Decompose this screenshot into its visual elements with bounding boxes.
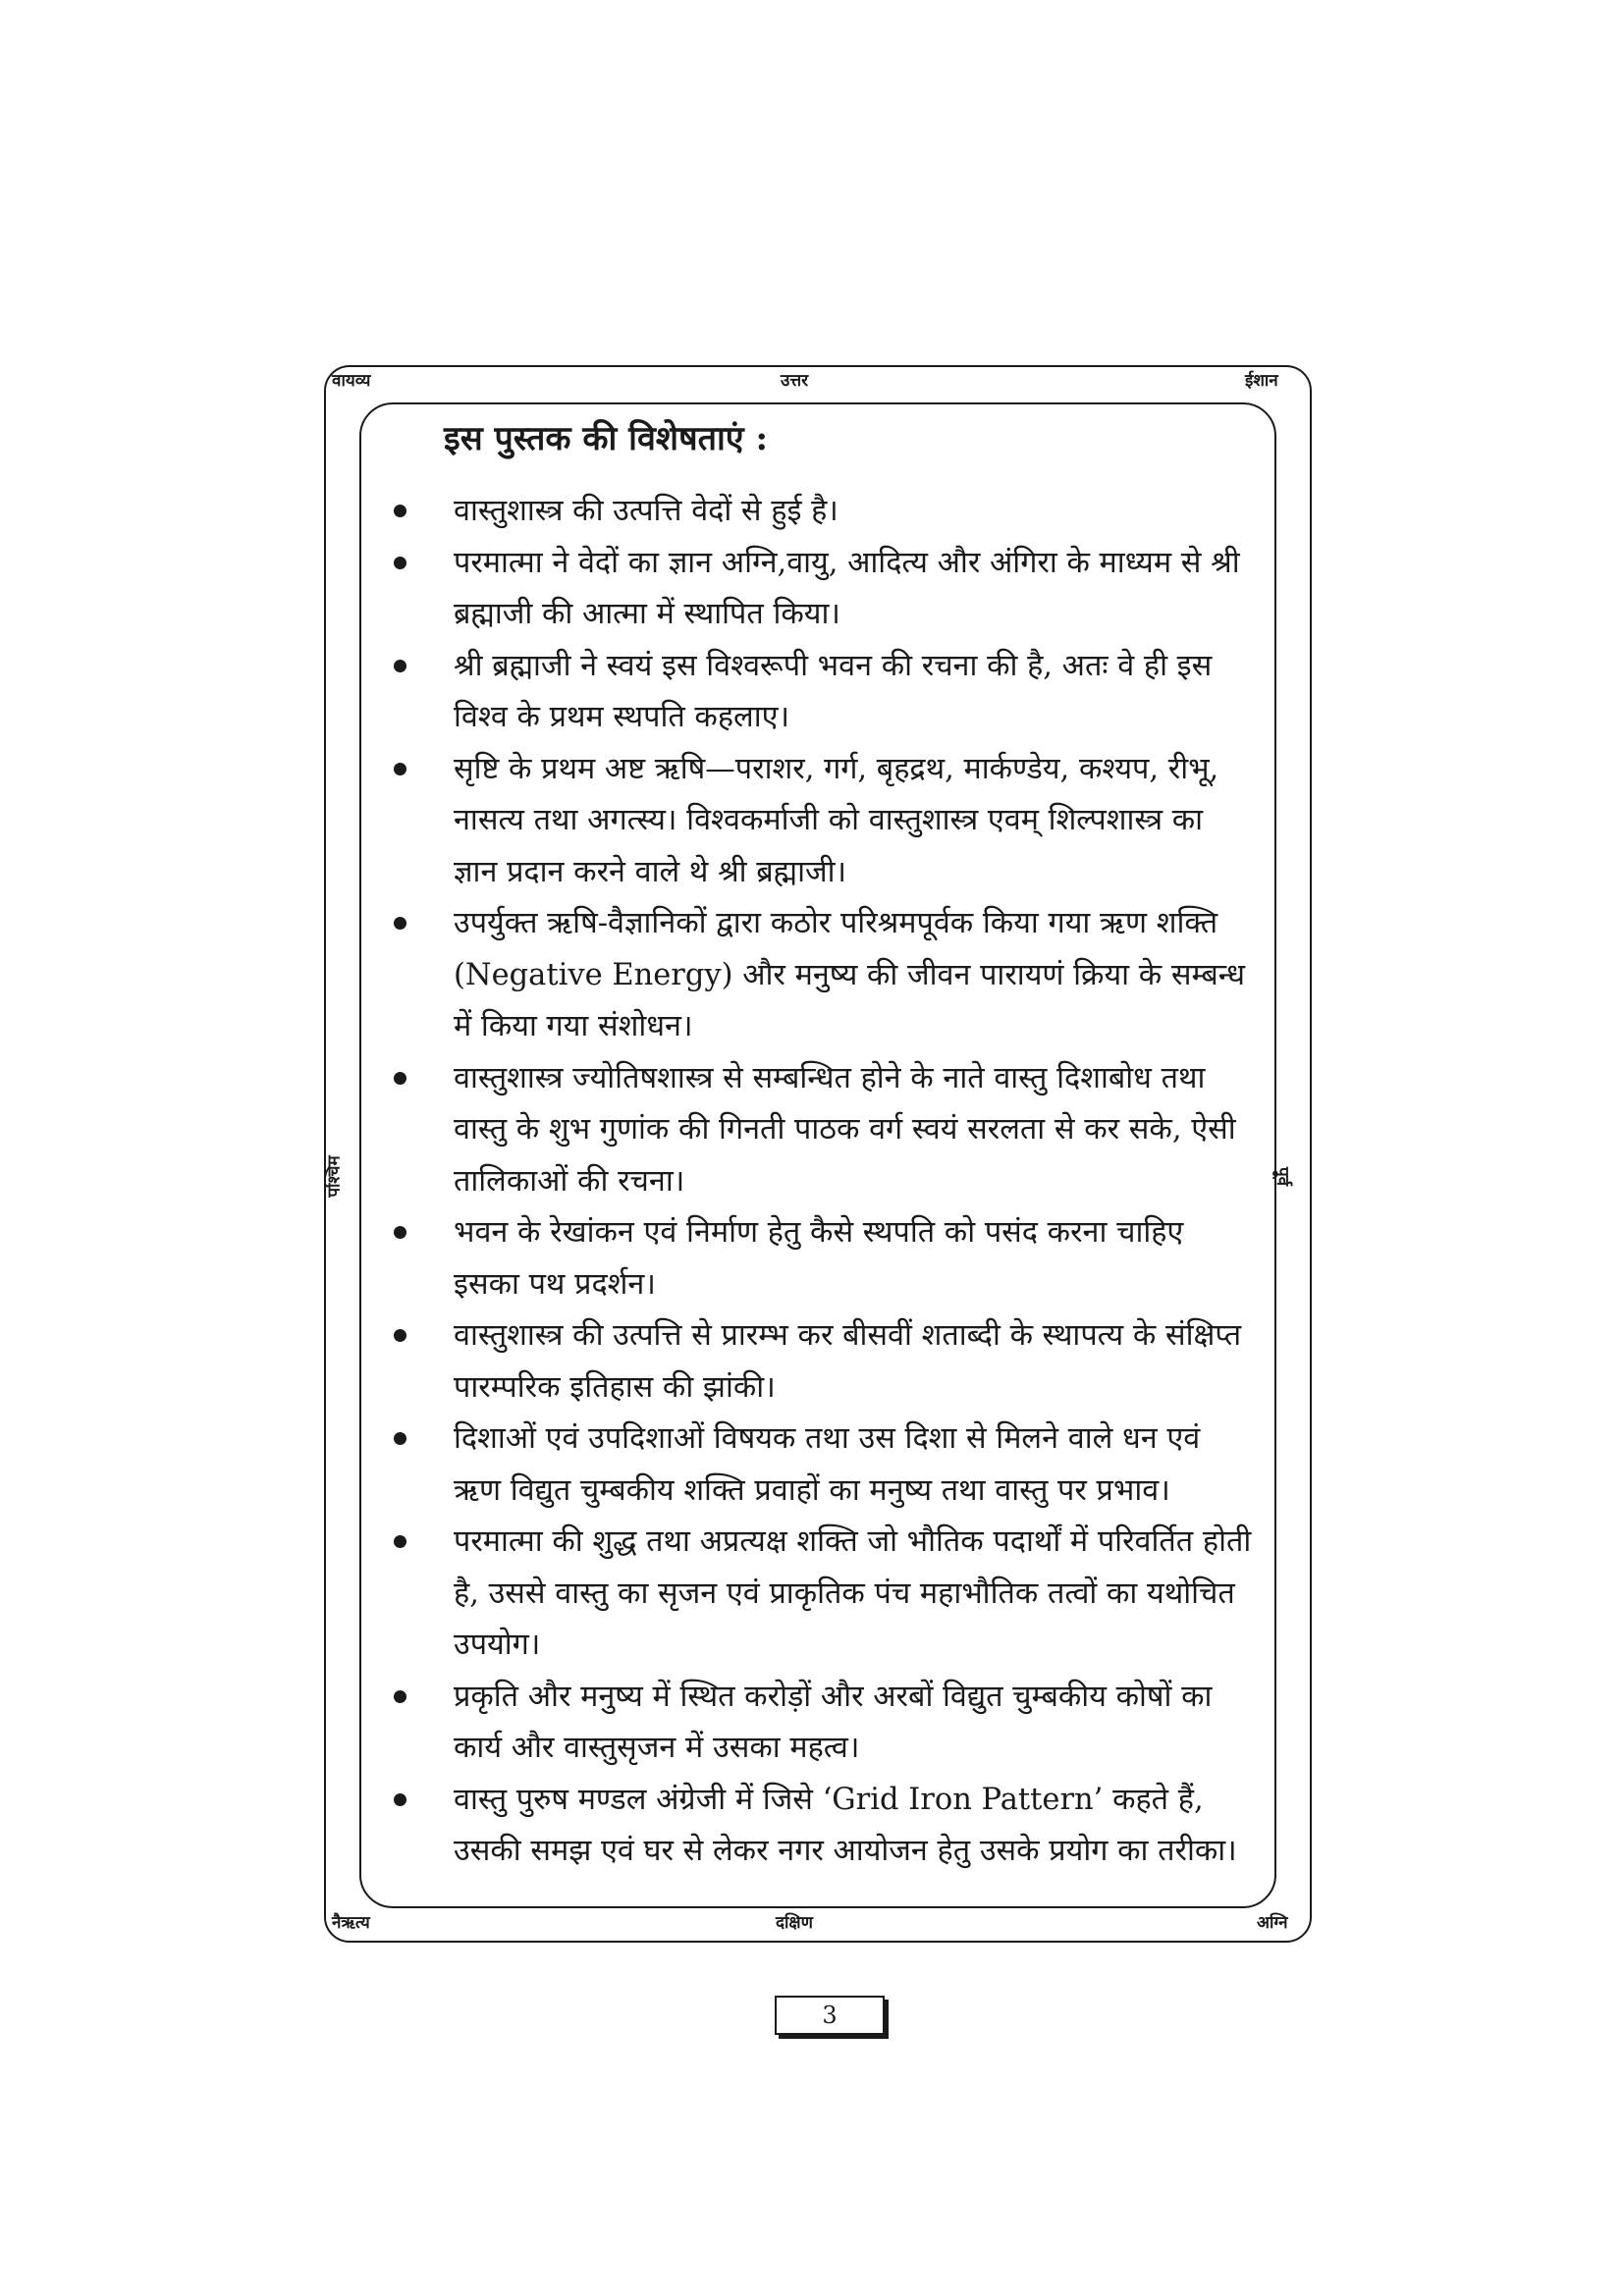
direction-northwest-label: वायव्य [332,371,371,391]
list-item [383,1414,1267,1517]
bullet-icon [394,917,406,930]
bullet-icon [394,1072,406,1085]
list-item-text: वास्तुशास्त्र की उत्पत्ति से प्रारम्भ कर बीसवीं शताब्दी के स्थापत्य के संक्षिप्त पारम्परिक इतिहास की झांकी। [454,1318,1242,1405]
list-item [383,1207,1267,1310]
features-list [383,486,1267,1878]
direction-south-label: दक्षिण [776,1913,813,1933]
page-number-box [775,1996,885,2035]
bullet-icon [394,1690,406,1703]
direction-north-label: उत्तर [781,371,809,391]
list-item-text: भवन के रेखांकन एवं निर्माण हेतु कैसे स्थपति को पसंद करना चाहिए इसका पथ प्रदर्शन। [454,1215,1184,1302]
direction-northeast-label: ईशान [1245,371,1278,391]
list-item-text: दिशाओं एवं उपदिशाओं विषयक तथा उस दिशा से मिलने वाले धन एवं ऋण विद्युत चुम्बकीय शक्ति प्रवाहों का मनुष्य तथा वास्तु पर प्रभाव। [454,1421,1201,1508]
direction-southeast-label: अग्नि [1257,1913,1288,1933]
list-item-text: परमात्मा की शुद्ध तथा अप्रत्यक्ष शक्ति जो भौतिक पदार्थों में परिवर्तित होती है, उससे वास्तु का सृजन एवं प्राकृतिक पंच महाभौतिक तत्वों का यथोचित उपयोग। [454,1524,1252,1662]
list-item-text: श्री ब्रह्माजी ने स्वयं इस विश्वरूपी भवन की रचना की है, अतः वे ही इस विश्व के प्रथम स्थपति कहलाए। [454,648,1213,734]
list-item [383,486,1267,538]
list-item-text: उपर्युक्त ऋषि-वैज्ञानिकों द्वारा कठोर परिश्रमपूर्वक किया गया ऋण शक्ति (Negative Energy) और मनुष्य की जीवन पारायणं क्रिया के सम्बन्ध में किया गया संशोधन। [454,906,1246,1043]
list-item-text: वास्तुशास्त्र ज्योतिषशास्त्र से सम्बन्धित होने के नाते वास्तु दिशाबोध तथा वास्तु के शुभ गुणांक की गिनती पाठक वर्ग स्वयं सरलता से कर सके, ऐसी तालिकाओं की रचना। [454,1060,1236,1199]
section-heading: इस पुस्तक की विशेषताएं : [444,419,768,458]
bullet-icon [394,1793,406,1806]
bullet-icon [394,660,406,672]
bullet-icon [394,763,406,775]
bullet-icon [394,1432,406,1445]
bullet-icon [394,505,406,517]
direction-west-label: पश्चिम [324,1155,345,1198]
list-item [383,744,1267,899]
list-item-text: सृष्टि के प्रथम अष्ट ऋषि—पराशर, गर्ग, बृहद्रथ, मार्कण्डेय, कश्यप, रीभू, नासत्य तथा अगत्स्य। विश्वकर्माजी को वास्तुशास्त्र एवम् शिल्पशास्त्र का ज्ञान प्रदान करने वाले थे श्री ब्रह्माजी। [454,751,1219,889]
list-item-text: परमात्मा ने वेदों का ज्ञान अग्नि,वायु, आदित्य और अंगिरा के माध्यम से श्री ब्रह्माजी की आत्मा में स्थापित किया। [454,545,1240,631]
list-item-text: वास्तुशास्त्र की उत्पत्ति वेदों से हुई है। [454,494,839,528]
list-item [383,1775,1267,1878]
list-item-text: प्रकृति और मनुष्य में स्थित करोड़ों और अरबों विद्युत चुम्बकीय कोषों का कार्य और वास्तुसृजन में उसका महत्व। [454,1679,1213,1765]
list-item [383,641,1267,744]
list-item [383,1053,1267,1208]
list-item [383,1672,1267,1775]
bullet-icon [394,1535,406,1548]
bullet-icon [394,557,406,569]
page-number: 3 [822,2002,838,2029]
list-item [383,898,1267,1053]
bullet-icon [394,1226,406,1239]
bullet-icon [394,1329,406,1342]
list-item [383,538,1267,641]
direction-southwest-label: नैऋत्य [332,1913,370,1933]
direction-east-label: पूर्व [1272,1166,1293,1187]
list-item [383,1310,1267,1414]
list-item [383,1517,1267,1672]
list-item-text: वास्तु पुरुष मण्डल अंग्रेजी में जिसे ‘Grid Iron Pattern’ कहते हैं, उसकी समझ एवं घर से लेकर नगर आयोजन हेतु उसके प्रयोग का तरीका। [454,1782,1237,1868]
